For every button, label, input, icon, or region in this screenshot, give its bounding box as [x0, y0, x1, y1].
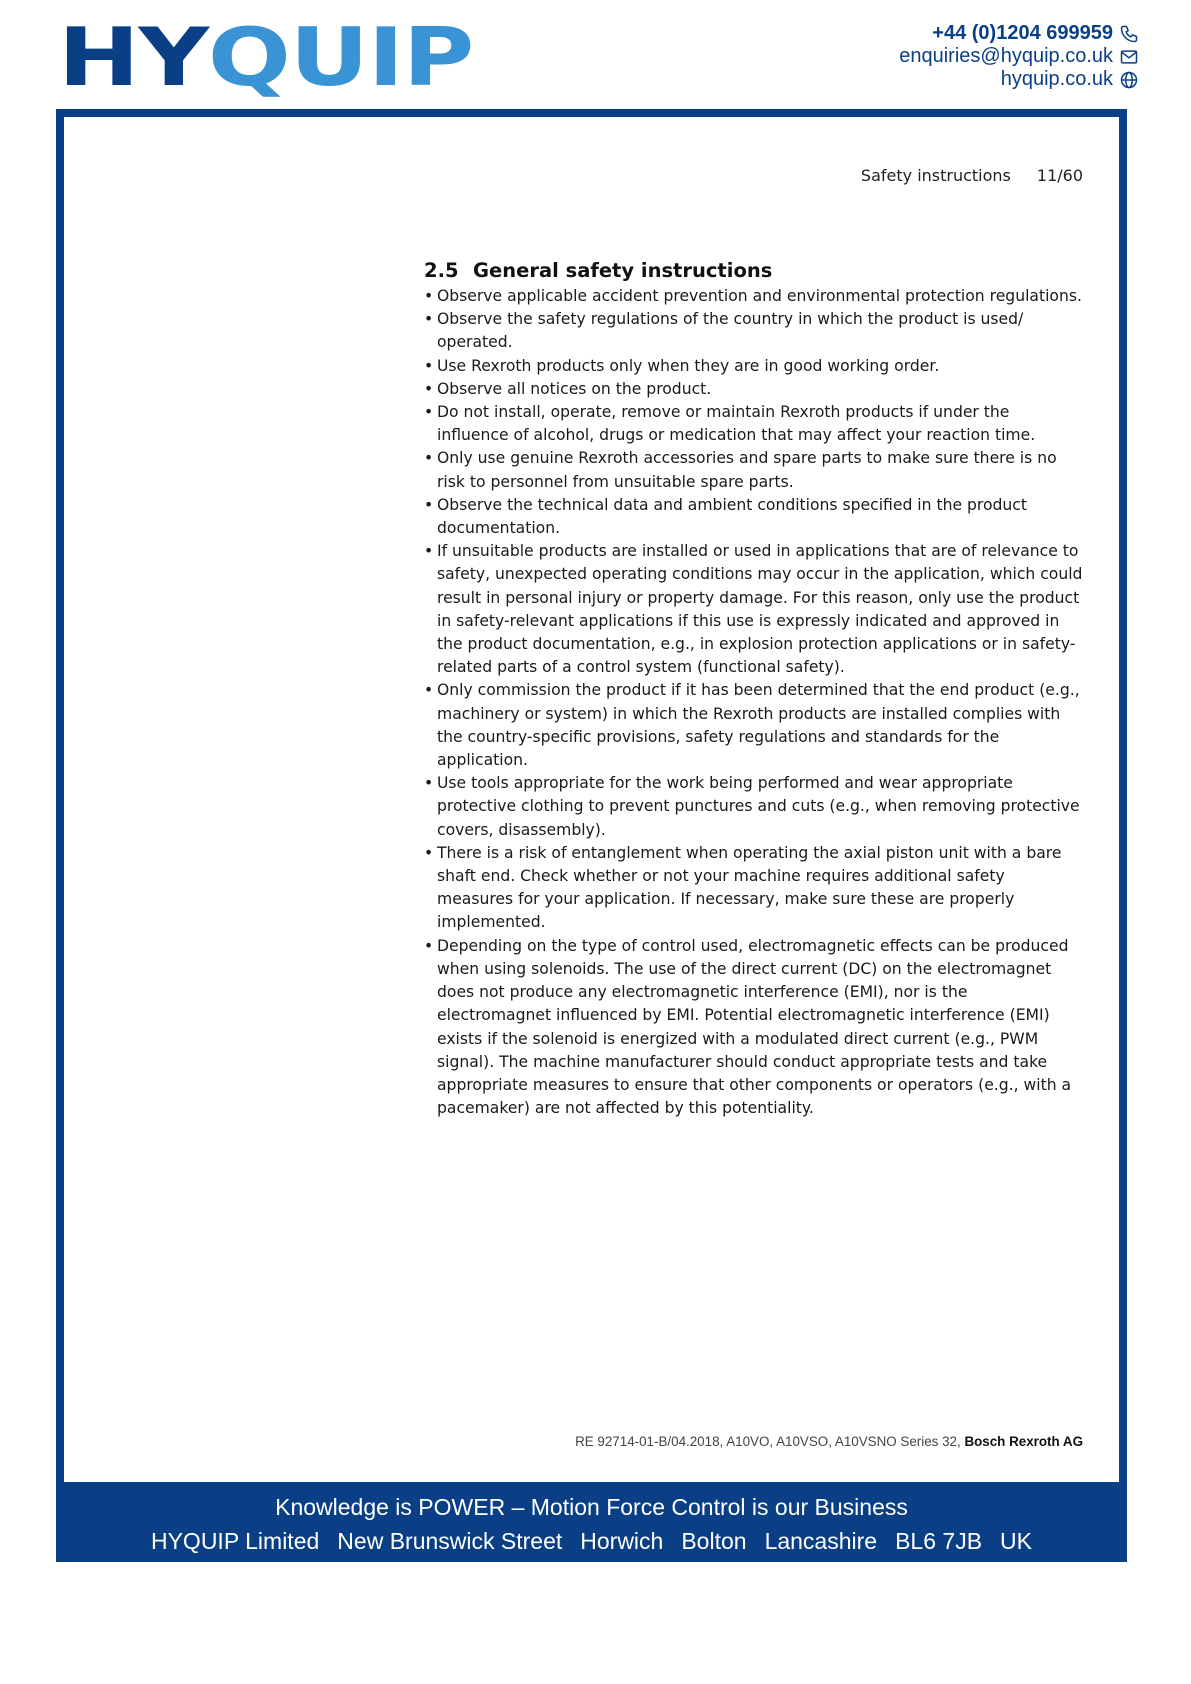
logo-part-hy: HY — [58, 11, 208, 104]
list-item: • There is a risk of entanglement when operating the axial piston unit with a bare shaft end. Check whether or not your machine requires additional safety measures for your application. If necessary, make sure these are properly implemented. — [424, 842, 1084, 935]
company-name: Bosch Rexroth AG — [964, 1434, 1083, 1449]
banner-tagline: Knowledge is POWER – Motion Force Control is our Business — [275, 1494, 908, 1520]
phone-number[interactable]: +44 (0)1204 699959 — [932, 22, 1113, 44]
phone-icon — [1119, 24, 1139, 44]
list-item: • Only use genuine Rexroth accessories and spare parts to make sure there is no risk to personnel from unsuitable spare parts. — [424, 447, 1084, 493]
globe-icon — [1119, 70, 1139, 90]
hyquip-logo — [58, 11, 474, 104]
address-part: BL6 7JB — [895, 1528, 983, 1554]
footer-banner — [56, 1482, 1127, 1562]
page-number: 11/60 — [1036, 166, 1083, 185]
list-item: • Observe the technical data and ambient conditions specified in the product documentation. — [424, 494, 1084, 540]
section-title: General safety instructions — [473, 259, 773, 282]
banner-address — [56, 1528, 1127, 1555]
address-part: HYQUIP Limited — [150, 1528, 320, 1554]
address-part: New Brunswick Street — [337, 1528, 563, 1554]
document-reference — [575, 1434, 1083, 1449]
address-part: Horwich — [580, 1528, 664, 1554]
list-item: • Observe the safety regulations of the country in which the product is used/ operated. — [424, 308, 1084, 354]
mail-icon — [1119, 47, 1139, 67]
list-item: • Use Rexroth products only when they are in good working order. — [424, 355, 1084, 378]
contact-block — [899, 22, 1139, 91]
running-head-section: Safety instructions — [860, 166, 1011, 185]
section-content — [424, 258, 1084, 1120]
list-item: • Depending on the type of control used, electromagnetic effects can be produced when using solenoids. The use of the direct current (DC) on the electromagnet does not produce any electromagnetic interference (EMI), nor is the electromagnet influenced by EMI. Potential electromagnetic interference (EMI) exists if the solenoid is energized with a modulated direct current (e.g., PWM signal). The machine manufacturer should conduct appropriate tests and take appropriate measures to ensure that other components or operators (e.g., with a pacemaker) are not affected by this potentiality. — [424, 935, 1084, 1121]
list-item: • Only commission the product if it has been determined that the end product (e.g., machinery or system) in which the Rexroth products are installed complies with the country-specific provisions, safety regulations and standards for the application. — [424, 679, 1084, 772]
list-item: • Observe all notices on the product. — [424, 378, 1084, 401]
email-address[interactable]: enquiries@hyquip.co.uk — [899, 45, 1113, 67]
logo-part-quip: QUIP — [207, 11, 474, 104]
list-item: • Use tools appropriate for the work being performed and wear appropriate protective clothing to prevent punctures and cuts (e.g., when removing protective covers, disassembly). — [424, 772, 1084, 842]
list-item: • Observe applicable accident prevention and environmental protection regulations. — [424, 285, 1084, 308]
contact-email[interactable] — [899, 45, 1139, 68]
website-link[interactable]: hyquip.co.uk — [1000, 68, 1113, 90]
address-part: Bolton — [681, 1528, 747, 1554]
list-item: • Do not install, operate, remove or maintain Rexroth products if under the influence of alcohol, drugs or medication that may affect your reaction time. — [424, 401, 1084, 447]
contact-website[interactable] — [899, 68, 1139, 91]
running-head — [861, 166, 1083, 185]
doc-ref-text: RE 92714-01-B/04.2018, A10VO, A10VSO, A10VSNO Series 32, — [575, 1434, 961, 1449]
safety-list — [424, 285, 1084, 1120]
address-part: UK — [1000, 1528, 1032, 1554]
list-item: • If unsuitable products are installed or used in applications that are of relevance to safety, unexpected operating conditions may occur in the application, which could result in personal injury or property damage. For this reason, only use the product in safety-relevant applications if this use is expressly indicated and approved in the product documentation, e.g., in explosion protection applications or in safety-related parts of a control system (functional safety). — [424, 540, 1084, 679]
contact-phone[interactable] — [899, 22, 1139, 45]
section-heading — [424, 258, 1084, 284]
section-number: 2.5 — [424, 259, 459, 282]
address-part: Lancashire — [764, 1528, 878, 1554]
